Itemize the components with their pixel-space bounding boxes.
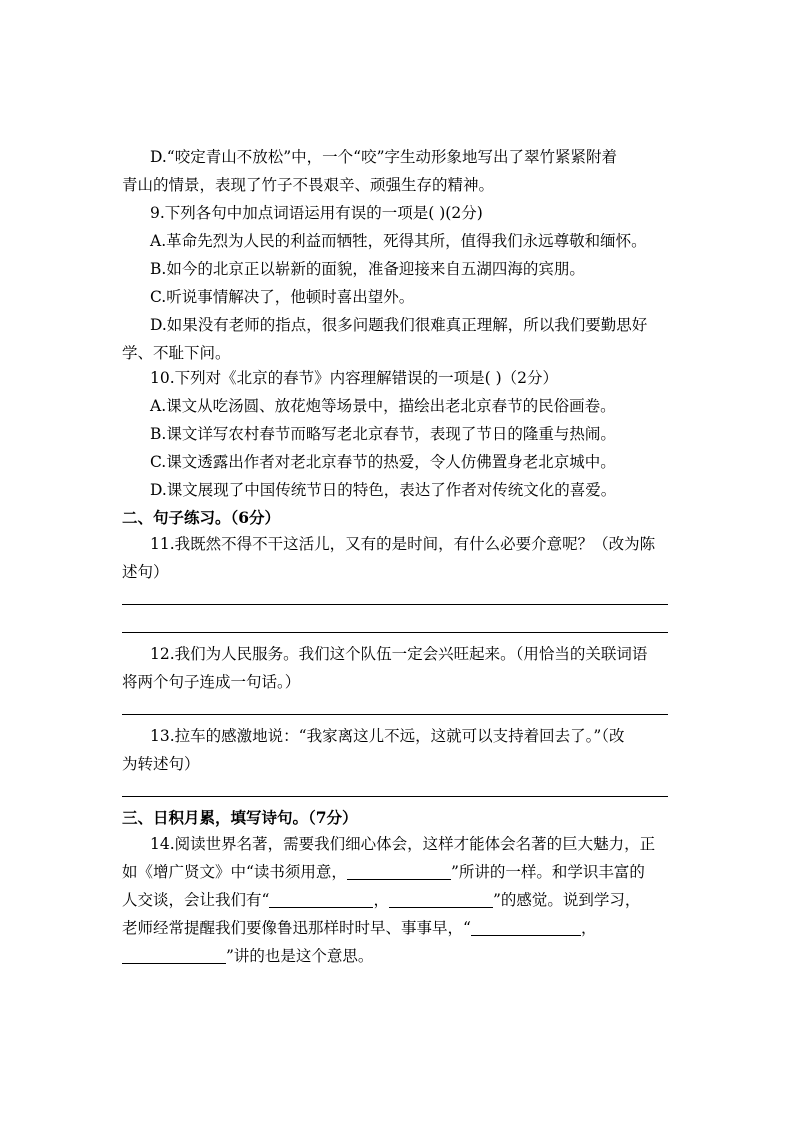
q8-option-d-line1: D.“咬定青山不放松”中，一个“咬”字生动形象地写出了翠竹紧紧附着 bbox=[150, 148, 618, 166]
q14-line3-text-a: 人交谈，会让我们有“ bbox=[122, 891, 270, 909]
section-2-heading: 二、句子练习。（6分） bbox=[122, 508, 281, 527]
q14-blank-1[interactable] bbox=[347, 863, 451, 880]
q9-option-c: C.听说事情解决了，他顿时喜出望外。 bbox=[150, 288, 415, 306]
q10-option-c: C.课文透露出作者对老北京春节的热爱，令人仿佛置身老北京城中。 bbox=[150, 453, 616, 471]
q14-blank-4[interactable] bbox=[471, 919, 581, 936]
section-3-heading: 三、日积月累，填写诗句。（7分） bbox=[122, 808, 358, 827]
q9-option-a: A.革命先烈为人民的利益而牺牲，死得其所，值得我们永远尊敬和缅怀。 bbox=[150, 232, 647, 250]
q9-option-b: B.如今的北京正以崭新的面貌，准备迎接来自五湖四海的宾朋。 bbox=[150, 260, 585, 278]
q9-stem: 9.下列各句中加点词语运用有误的一项是( )(2分) bbox=[150, 204, 483, 222]
q13-answer-line[interactable] bbox=[122, 796, 668, 797]
q14-line2-text-a: 如《增广贤文》中“读书须用意， bbox=[122, 863, 347, 881]
q12-line2: 将两个句子连成一句话。） bbox=[122, 673, 301, 691]
q14-line4-text-a: 老师经常提醒我们要像鲁迅那样时时早、事事早，“ bbox=[122, 919, 471, 937]
q14-blank-3[interactable] bbox=[389, 891, 493, 908]
q10-option-b: B.课文详写农村春节而略写老北京春节，表现了节日的隆重与热闹。 bbox=[150, 425, 616, 443]
q14-line5-text: ”讲的也是这个意思。 bbox=[226, 947, 374, 965]
q9-option-d-line1: D.如果没有老师的指点，很多问题我们很难真正理解，所以我们要勤思好 bbox=[150, 316, 648, 334]
q10-option-a: A.课文从吃汤圆、放花炮等场景中，描绘出老北京春节的民俗画卷。 bbox=[150, 397, 616, 415]
q10-option-d: D.课文展现了中国传统节日的特色，表达了作者对传统文化的喜爱。 bbox=[150, 481, 617, 499]
q14-line4 bbox=[122, 914, 670, 942]
q14-blank-5[interactable] bbox=[122, 947, 226, 964]
q12-line1: 12.我们为人民服务。我们这个队伍一定会兴旺起来。（用恰当的关联词语 bbox=[150, 645, 648, 663]
q8-option-d-line2: 青山的情景，表现了竹子不畏艰辛、顽强生存的精神。 bbox=[122, 176, 495, 194]
q11-answer-line-1[interactable] bbox=[122, 604, 668, 605]
q11-answer-line-2[interactable] bbox=[122, 632, 668, 633]
q14-line3-comma: ， bbox=[373, 891, 389, 909]
q14-line1: 14.阅读世界名著，需要我们细心体会，这样才能体会名著的巨大魅力，正 bbox=[150, 835, 656, 853]
q14-line3 bbox=[122, 886, 670, 914]
q13-line2: 为转述句） bbox=[122, 755, 200, 773]
q14-line2 bbox=[122, 858, 670, 886]
q9-option-d-line2: 学、不耻下问。 bbox=[122, 344, 231, 362]
q14-blank-2[interactable] bbox=[269, 891, 373, 908]
q11-line1: 11.我既然不得不干这活儿，又有的是时间，有什么必要介意呢？（改为陈 bbox=[150, 535, 656, 553]
q10-stem: 10.下列对《北京的春节》内容理解错误的一项是( )（2分） bbox=[150, 369, 559, 387]
q14-line5 bbox=[122, 942, 670, 970]
q12-answer-line[interactable] bbox=[122, 714, 668, 715]
q14-line2-text-b: ”所讲的一样。和学识丰富的 bbox=[450, 863, 645, 881]
q14-line4-comma: ， bbox=[580, 919, 597, 937]
q11-line2: 述句） bbox=[122, 563, 169, 581]
q13-line1: 13.拉车的感激地说：“我家离这儿不远，这就可以支持着回去了。”（改 bbox=[150, 727, 625, 745]
q14-line3-text-c: ”的感觉。说到学习， bbox=[492, 891, 641, 909]
